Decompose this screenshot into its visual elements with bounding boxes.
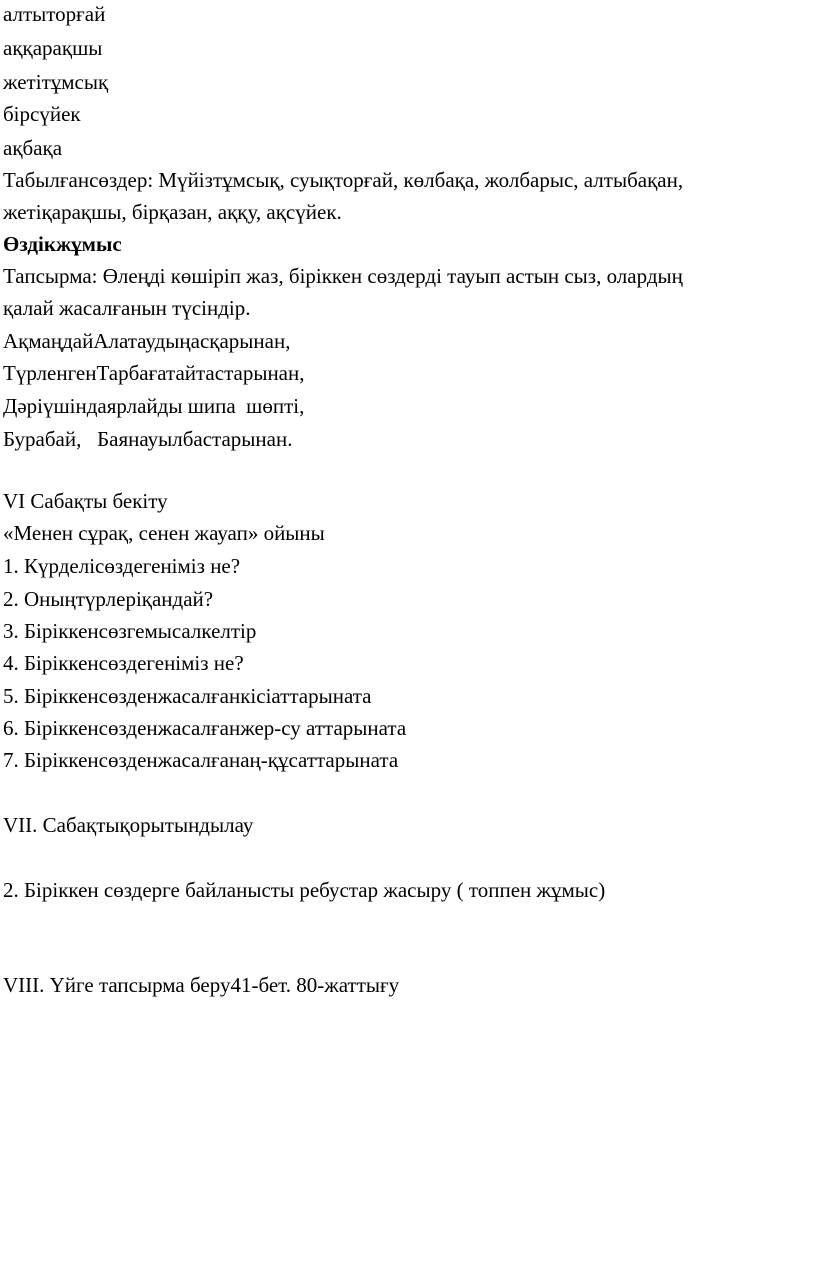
task-line-2: қалай жасалғанын түсіндір.	[3, 296, 251, 320]
found-words-line-2: жетіқарақшы, бірқазан, аққу, ақсүйек.	[3, 200, 342, 224]
question-4: 4. Біріккенсөздегеніміз не?	[3, 651, 244, 675]
question-5: 5. Біріккенсөзденжасалғанкісіаттарыната	[3, 684, 372, 708]
independent-work-heading: Өздікжұмыс	[3, 232, 122, 256]
task-line-1: Тапсырма: Өлеңді көшіріп жаз, біріккен сөздерді тауып астын сыз, олардың	[3, 264, 683, 288]
poem-line-4: Бурабай, Баянауылбастарынан.	[3, 427, 293, 451]
poem-line-2: ТүрленгенТарбағатайтастарынан,	[3, 361, 305, 385]
game-title: «Менен сұрақ, сенен жауап» ойыны	[3, 521, 325, 545]
found-word-5: ақбақа	[3, 136, 63, 160]
poem-line-3: Дәріүшіндаярлайды шипа шөпті,	[3, 394, 305, 418]
found-word-1: алтыторғай	[3, 2, 106, 26]
question-2: 2. Оныңтүрлеріқандай?	[3, 587, 214, 611]
question-7: 7. Біріккенсөзденжасалғанаң-құсаттарыната	[3, 748, 399, 772]
section-7-title: VII. Сабақтықорытындылау	[3, 813, 254, 837]
poem-line-1: АқмаңдайАлатаудыңасқарынан,	[3, 329, 291, 353]
question-3: 3. Біріккенсөзгемысалкелтір	[3, 619, 257, 643]
found-word-2: аққарақшы	[3, 36, 103, 60]
group-task: 2. Біріккен сөздерге байланысты ребустар жасыру ( топпен жұмыс)	[3, 878, 606, 902]
section-8-title: VIII. Үйге тапсырма беру41-бет. 80-жаттығу	[3, 973, 400, 997]
section-6-title: VI Сабақты бекіту	[3, 489, 168, 513]
found-words-line-1: Табылғансөздер: Мүйізтұмсық, суықторғай, көлбақа, жолбарыс, алтыбақан,	[3, 168, 684, 192]
found-word-3: жетітұмсық	[3, 70, 109, 94]
found-word-4: бірсүйек	[3, 102, 81, 126]
question-1: 1. Күрделісөздегеніміз не?	[3, 554, 241, 578]
question-6: 6. Біріккенсөзденжасалғанжер-су аттарыната	[3, 716, 407, 740]
